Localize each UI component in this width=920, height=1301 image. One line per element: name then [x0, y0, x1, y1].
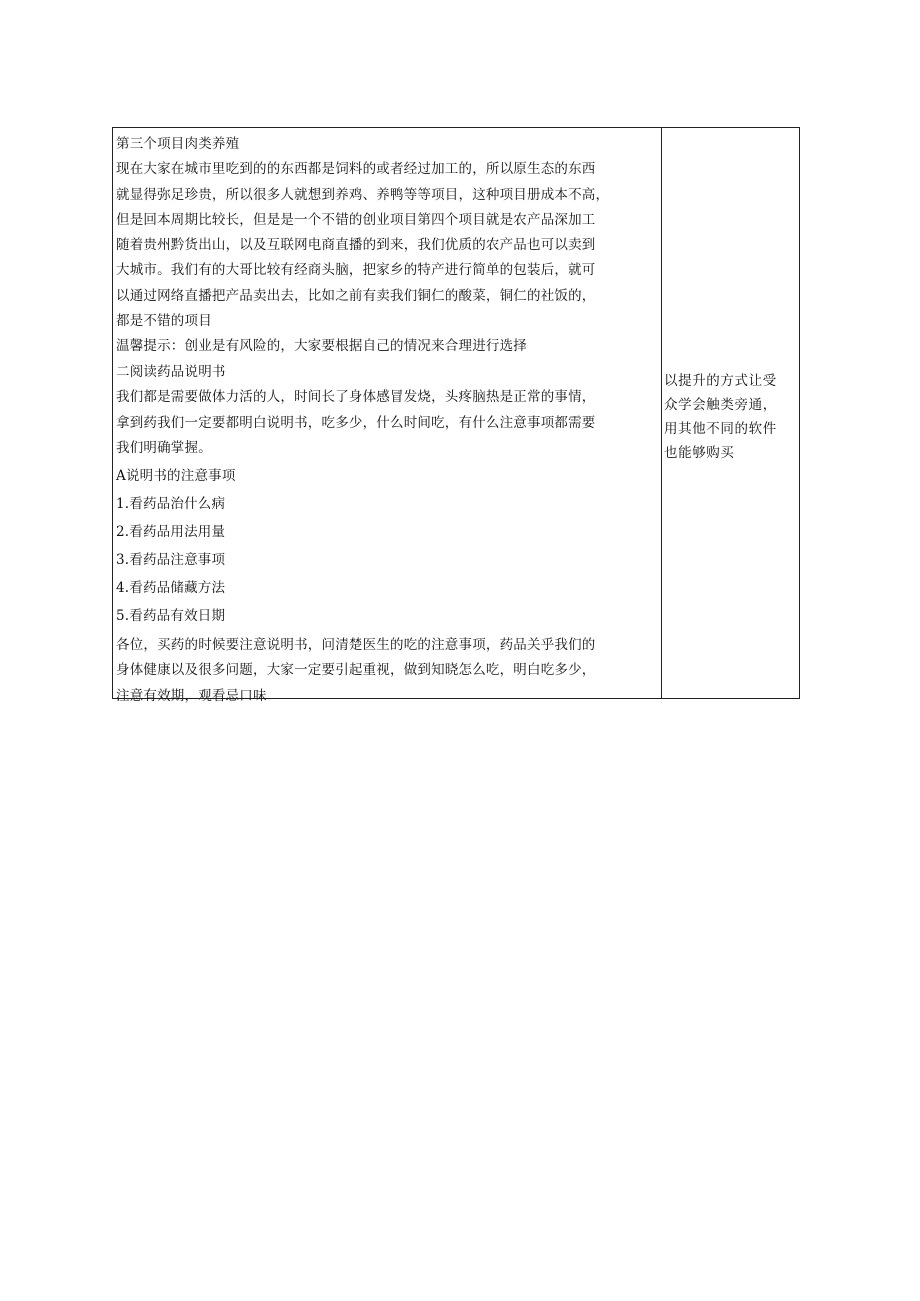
paragraph-line: 注意有效期，观看忌口味 — [116, 687, 267, 704]
note-line: 众学会触类旁通， — [664, 397, 777, 413]
paragraph-line: 以通过网络直播把产品卖出去，比如之前有卖我们铜仁的酸菜，铜仁的社饭的， — [116, 287, 596, 304]
paragraph-line: 我们都是需要做体力活的人，时间长了身体感冒发烧，头疼脑热是正常的事情， — [116, 388, 596, 405]
note-line: 用其他不同的软件 — [664, 421, 777, 437]
paragraph-line: 随着贵州黔货出山，以及互联网电商直播的到来，我们优质的农产品也可以卖到 — [116, 237, 596, 254]
warm-tip: 温馨提示：创业是有风险的，大家要根据自己的情况来合理进行选择 — [116, 338, 527, 355]
list-item: 2.看药品用法用量 — [116, 523, 226, 540]
paragraph-line: 拿到药我们一定要都明白说明书，吃多少，什么时间吃，有什么注意事项都需要 — [116, 414, 596, 431]
note-cell — [662, 128, 799, 698]
paragraph-line: 大城市。我们有的大哥比较有经商头脑，把家乡的特产进行简单的包装后，就可 — [116, 262, 596, 279]
paragraph-line: 就显得弥足珍贵，所以很多人就想到养鸡、养鸭等等项目，这种项目册成本不高， — [116, 186, 610, 203]
paragraph-line: 都是不错的项目 — [116, 313, 212, 330]
note-line: 也能够购买 — [664, 445, 735, 461]
list-item: 1.看药品治什么病 — [116, 495, 226, 512]
paragraph-line: 现在大家在城市里吃到的的东西都是饲料的或者经过加工的，所以原生态的东西 — [116, 161, 596, 178]
project-three-title: 第三个项目肉类养殖 — [116, 136, 240, 152]
paragraph-line: 各位，买药的时候要注意说明书，问清楚医生的吃的注意事项，药品关乎我们的 — [116, 636, 596, 653]
section-two-title: 二阅读药品说明书 — [116, 363, 226, 380]
note-line: 以提升的方式让受 — [664, 373, 777, 389]
list-item: 5.看药品有效日期 — [116, 607, 226, 624]
document-table — [112, 127, 800, 704]
list-item: 4.看药品储藏方法 — [116, 579, 226, 596]
content-cell — [113, 128, 662, 704]
subsection-title: A说明书的注意事项 — [116, 467, 236, 484]
paragraph-line: 身体健康以及很多问题，大家一定要引起重视，做到知晓怎么吃，明白吃多少， — [116, 662, 596, 679]
paragraph-line: 但是回本周期比较长，但是是一个不错的创业项目第四个项目就是农产品深加工 — [116, 211, 596, 228]
paragraph-line: 我们明确掌握。 — [116, 440, 212, 457]
list-item: 3.看药品注意事项 — [116, 551, 226, 568]
